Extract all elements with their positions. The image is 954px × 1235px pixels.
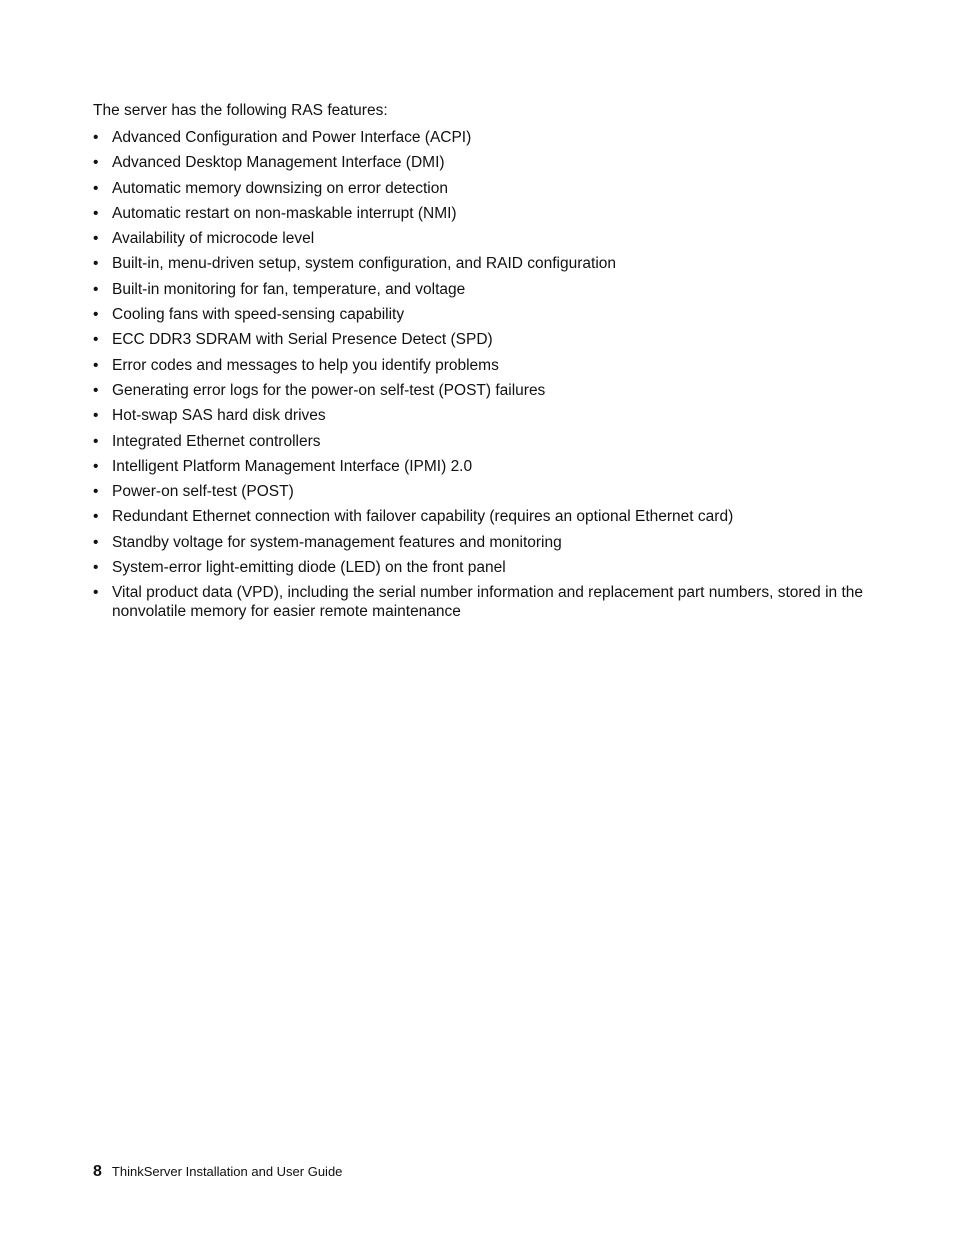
bullet-icon: • xyxy=(93,381,99,399)
feature-item xyxy=(93,356,863,375)
bullet-icon: • xyxy=(93,306,99,324)
feature-text: Generating error logs for the power-on self-test (POST) failures xyxy=(112,381,546,399)
feature-text: Advanced Desktop Management Interface (DMI) xyxy=(112,154,445,172)
bullet-icon: • xyxy=(93,457,99,475)
feature-text: Standby voltage for system-management features and monitoring xyxy=(112,533,562,551)
bullet-icon: • xyxy=(93,559,99,577)
feature-text: Cooling fans with speed-sensing capability xyxy=(112,306,405,324)
bullet-icon: • xyxy=(93,508,99,526)
feature-item xyxy=(93,457,863,476)
feature-text: Intelligent Platform Management Interface (IPMI) 2.0 xyxy=(112,457,473,475)
feature-item xyxy=(93,128,863,147)
feature-item xyxy=(93,330,863,349)
bullet-icon: • xyxy=(93,230,99,248)
feature-text: Integrated Ethernet controllers xyxy=(112,432,321,450)
page-content xyxy=(93,101,863,628)
bullet-icon: • xyxy=(93,483,99,501)
feature-item xyxy=(93,533,863,552)
feature-text: Redundant Ethernet connection with failover capability (requires an optional Ethernet card) xyxy=(112,508,734,526)
feature-item xyxy=(93,254,863,273)
feature-text: Availability of microcode level xyxy=(112,230,315,248)
bullet-icon: • xyxy=(93,255,99,273)
feature-item xyxy=(93,305,863,324)
bullet-icon: • xyxy=(93,179,99,197)
bullet-icon: • xyxy=(93,533,99,551)
feature-item xyxy=(93,583,863,621)
feature-text: Automatic restart on non-maskable interrupt (NMI) xyxy=(112,204,457,222)
feature-item xyxy=(93,507,863,526)
feature-item xyxy=(93,229,863,248)
bullet-icon: • xyxy=(93,584,99,602)
bullet-icon: • xyxy=(93,356,99,374)
feature-text: Advanced Configuration and Power Interface (ACPI) xyxy=(112,129,472,146)
feature-text: System-error light-emitting diode (LED) on the front panel xyxy=(112,559,506,577)
feature-item xyxy=(93,153,863,172)
intro-paragraph: The server has the following RAS features: xyxy=(93,102,388,119)
bullet-icon: • xyxy=(93,407,99,425)
feature-item xyxy=(93,204,863,223)
feature-text: Automatic memory downsizing on error detection xyxy=(112,179,448,197)
page-number: 8 xyxy=(93,1163,102,1180)
bullet-icon: • xyxy=(93,129,99,146)
document-title: ThinkServer Installation and User Guide xyxy=(111,1164,343,1179)
bullet-icon: • xyxy=(93,432,99,450)
feature-item xyxy=(93,558,863,577)
feature-text: ECC DDR3 SDRAM with Serial Presence Detect (SPD) xyxy=(112,331,493,349)
feature-text: Built-in, menu-driven setup, system configuration, and RAID configuration xyxy=(112,255,616,273)
bullet-icon: • xyxy=(93,331,99,349)
feature-text: Built-in monitoring for fan, temperature, and voltage xyxy=(112,280,466,298)
feature-item xyxy=(93,406,863,425)
feature-item xyxy=(93,381,863,400)
feature-text: Error codes and messages to help you identify problems xyxy=(112,356,499,374)
feature-text: Vital product data (VPD), including the serial number information and replacement part numbers, stored in the nonvolatile memory for easier remote maintenance xyxy=(112,584,864,621)
bullet-icon: • xyxy=(93,204,99,222)
feature-item xyxy=(93,482,863,501)
bullet-icon: • xyxy=(93,280,99,298)
feature-item xyxy=(93,432,863,451)
feature-item xyxy=(93,179,863,198)
page-footer xyxy=(93,1163,342,1181)
feature-text: Hot-swap SAS hard disk drives xyxy=(112,407,326,425)
feature-text: Power-on self-test (POST) xyxy=(112,483,294,501)
ras-feature-list xyxy=(93,128,863,621)
feature-item xyxy=(93,280,863,299)
bullet-icon: • xyxy=(93,154,99,172)
